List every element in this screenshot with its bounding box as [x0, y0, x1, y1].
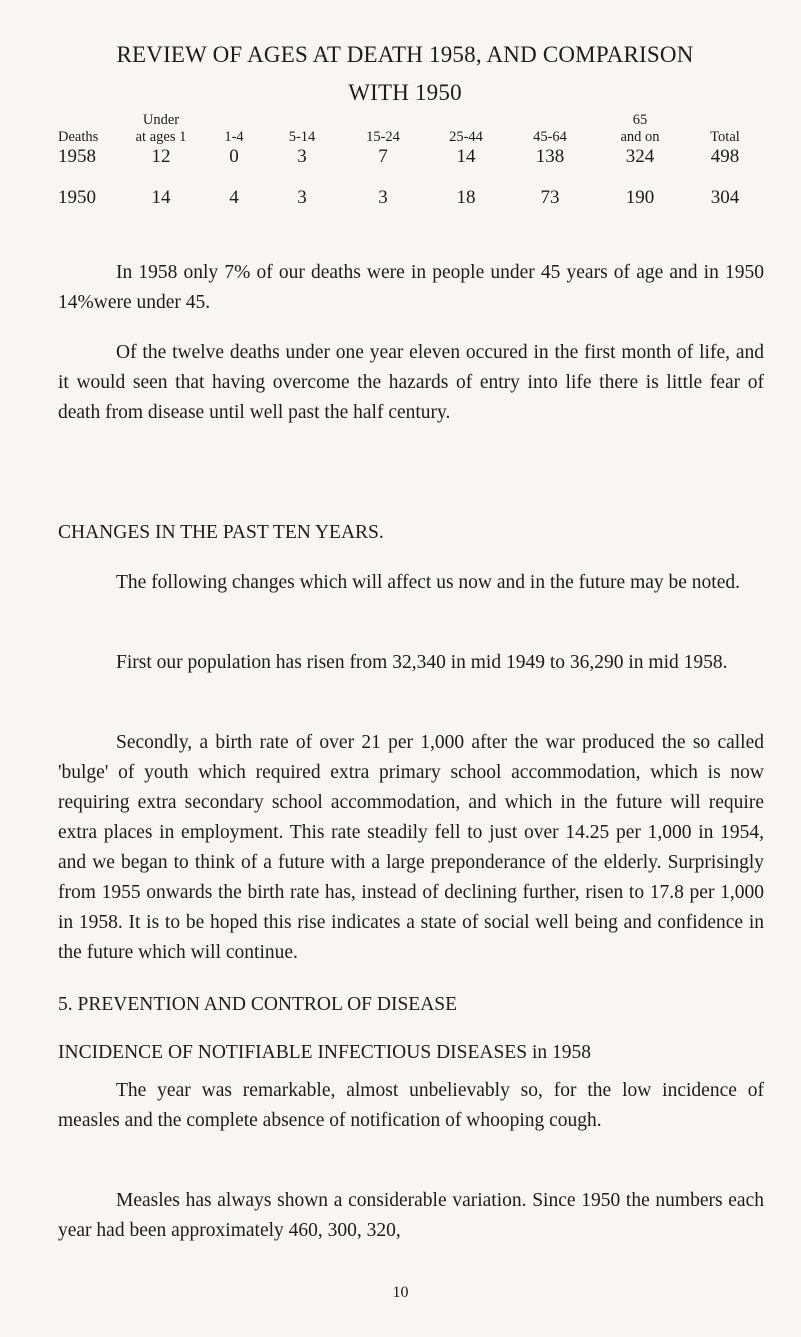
table-cell: 190 — [625, 187, 655, 208]
paragraph-infant-deaths — [58, 338, 764, 428]
table-cell: 304 — [710, 187, 740, 208]
paragraph-text: Secondly, a birth rate of over 21 per 1,000 after the war produced the so called 'bulge' of youth which required extra primary school accommodation, which is now requiring extra secondary school accommodation, and which in the future will require extra places in employment. This rate steadily fell to just over 14.25 per 1,000 in 1954, and we began to think of a future with a large preponderance of the elderly. Surprisingly from 1955 onwards the birth rate has, instead of declining further, risen to 17.8 per 1,000 in 1958. It is to be hoped this rise indicates a state of social well being and confidence in the future which will continue. — [58, 732, 764, 963]
table-cell: 14 — [456, 146, 476, 167]
table-cell: 0 — [229, 146, 239, 167]
table-cell: 324 — [625, 146, 655, 167]
paragraph-under-45 — [58, 258, 764, 318]
paragraph-measles-variation — [58, 1186, 764, 1246]
column-header: 5-14 — [288, 129, 316, 145]
paragraph-text: First our population has risen from 32,340 in mid 1949 to 36,290 in mid 1958. — [116, 652, 728, 673]
table-cell: 12 — [151, 146, 171, 167]
paragraph-birth-rate — [58, 728, 764, 968]
title-line-2: WITH 1950 — [348, 80, 462, 105]
paragraph-text: In 1958 only 7% of our deaths were in people under 45 years of age and in 1950 14%were under 45. — [58, 262, 764, 313]
column-header: Deaths — [58, 129, 99, 145]
column-header: Total — [710, 129, 740, 145]
table-cell: 4 — [229, 187, 239, 208]
table-cell: 18 — [456, 187, 476, 208]
table-cell: 1958 — [58, 146, 96, 167]
paragraph-text: The following changes which will affect us now and in the future may be noted. — [116, 572, 741, 593]
paragraph-measles-low — [58, 1076, 764, 1136]
table-cell: 73 — [540, 187, 560, 208]
ages-at-death-table — [58, 112, 764, 218]
section-heading-incidence: INCIDENCE OF NOTIFIABLE INFECTIOUS DISEASES in 1958 — [58, 1042, 592, 1063]
column-header: Under at ages 1 — [135, 112, 187, 145]
paragraph-text: Of the twelve deaths under one year eleven occured in the first month of life, and it would seen that having overcome the hazards of entry into life there is little fear of death from disease until well past the half century. — [58, 342, 764, 423]
page-number: 10 — [392, 1284, 409, 1301]
paragraph-following-changes — [58, 568, 764, 598]
table-cell: 1950 — [58, 187, 96, 208]
paragraph-population — [58, 648, 764, 678]
page-title — [40, 36, 770, 112]
table-cell: 498 — [710, 146, 740, 167]
title-line-1: REVIEW OF AGES AT DEATH 1958, AND COMPARISON — [116, 42, 694, 67]
column-header: 15-24 — [366, 129, 400, 145]
column-header: 25-44 — [449, 129, 483, 145]
column-header: 1-4 — [224, 129, 244, 145]
paragraph-text: Measles has always shown a considerable variation. Since 1950 the numbers each year had been approximately 460, 300, 320, — [58, 1190, 764, 1241]
column-header: 65 and on — [620, 112, 660, 145]
table-cell: 3 — [297, 146, 307, 167]
table-row — [58, 146, 764, 178]
column-header: 45-64 — [533, 129, 567, 145]
table-cell: 138 — [535, 146, 565, 167]
section-heading-prevention: 5. PREVENTION AND CONTROL OF DISEASE — [58, 994, 458, 1015]
paragraph-text: The year was remarkable, almost unbelievably so, for the low incidence of measles and the complete absence of notification of whooping cough. — [58, 1080, 764, 1131]
table-row — [58, 178, 764, 218]
section-heading-changes: CHANGES IN THE PAST TEN YEARS. — [58, 522, 384, 543]
table-header-row — [58, 112, 764, 146]
table-cell: 7 — [378, 146, 388, 167]
table-cell: 3 — [378, 187, 388, 208]
table-cell: 14 — [151, 187, 171, 208]
table-cell: 3 — [297, 187, 307, 208]
